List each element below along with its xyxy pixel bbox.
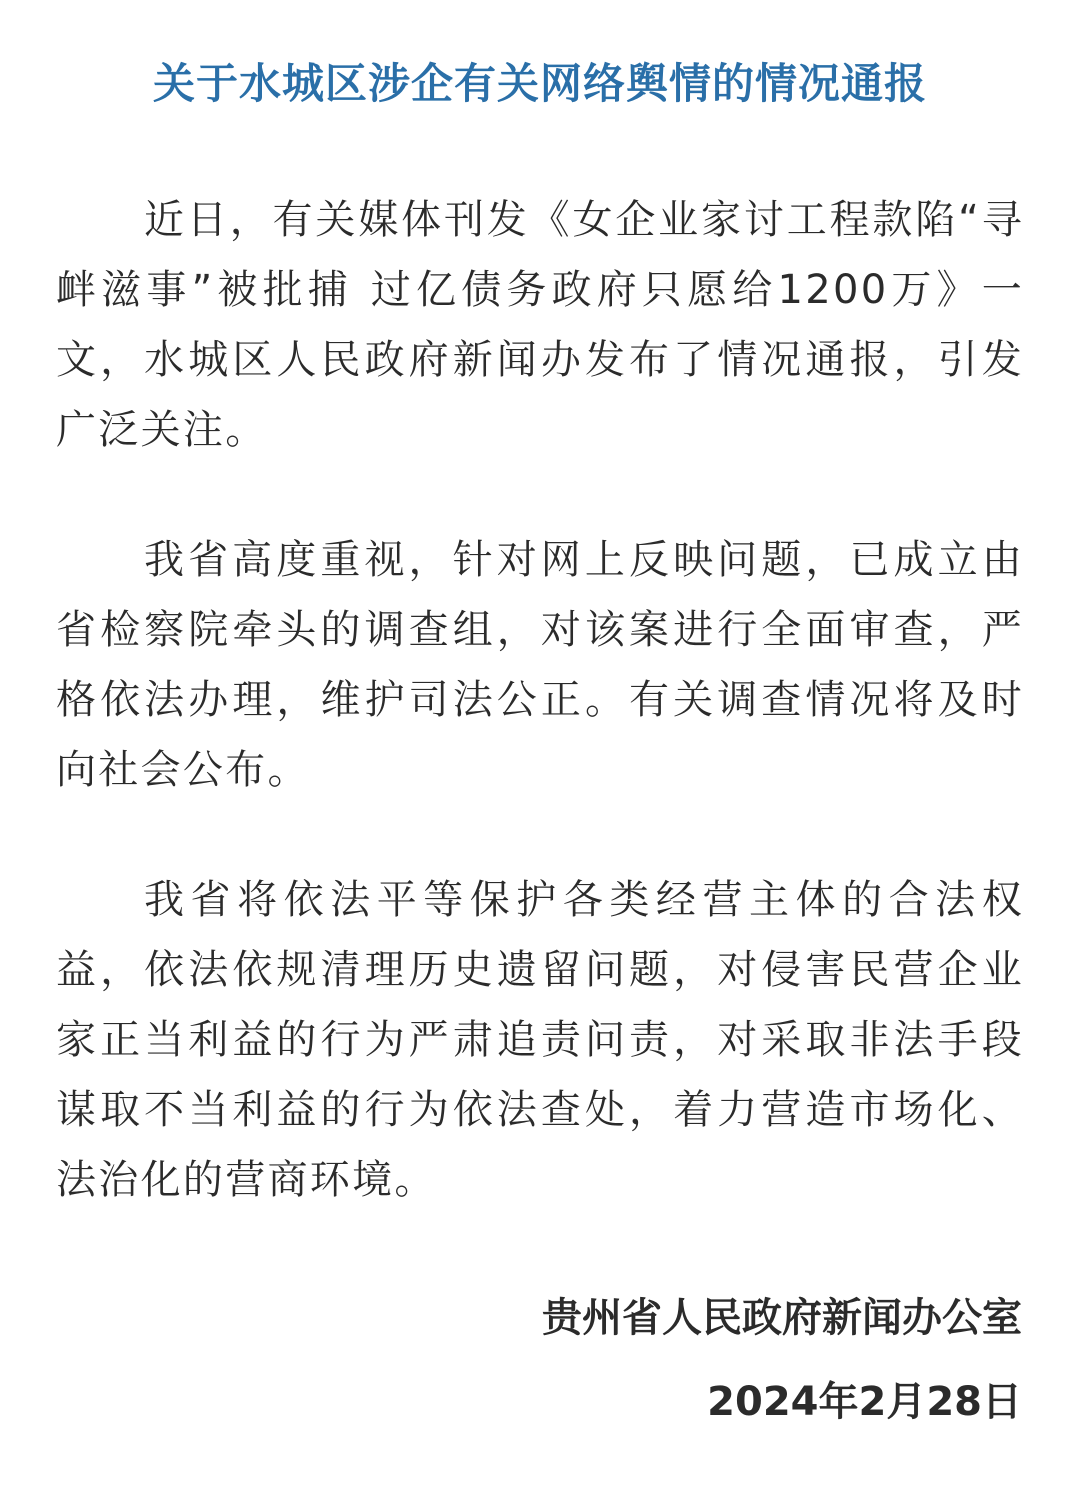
paragraph-2: 我省高度重视，针对网上反映问题，已成立由省检察院牵头的调查组，对该案进行全面审查，严格依法办理，维护司法公正。有关调查情况将及时向社会公布。 xyxy=(56,537,1024,793)
paragraph-3: 我省将依法平等保护各类经营主体的合法权益，依法依规清理历史遗留问题，对侵害民营企业家正当利益的行为严肃追责问责，对采取非法手段谋取不当利益的行为依法查处，着力营造市场化、法治化的营商环境。 xyxy=(56,877,1024,1203)
notice-title: 关于水城区涉企有关网络舆情的情况通报 xyxy=(152,59,927,108)
issuer-signature: 贵州省人民政府新闻办公室 xyxy=(542,1295,1022,1341)
paragraph-1: 近日，有关媒体刊发《女企业家讨工程款陷“寻衅滋事”被批捕 过亿债务政府只愿给1200万》一文，水城区人民政府新闻办发布了情况通报，引发广泛关注。 xyxy=(56,197,1024,453)
issue-date: 2024年2月28日 xyxy=(707,1379,1022,1425)
